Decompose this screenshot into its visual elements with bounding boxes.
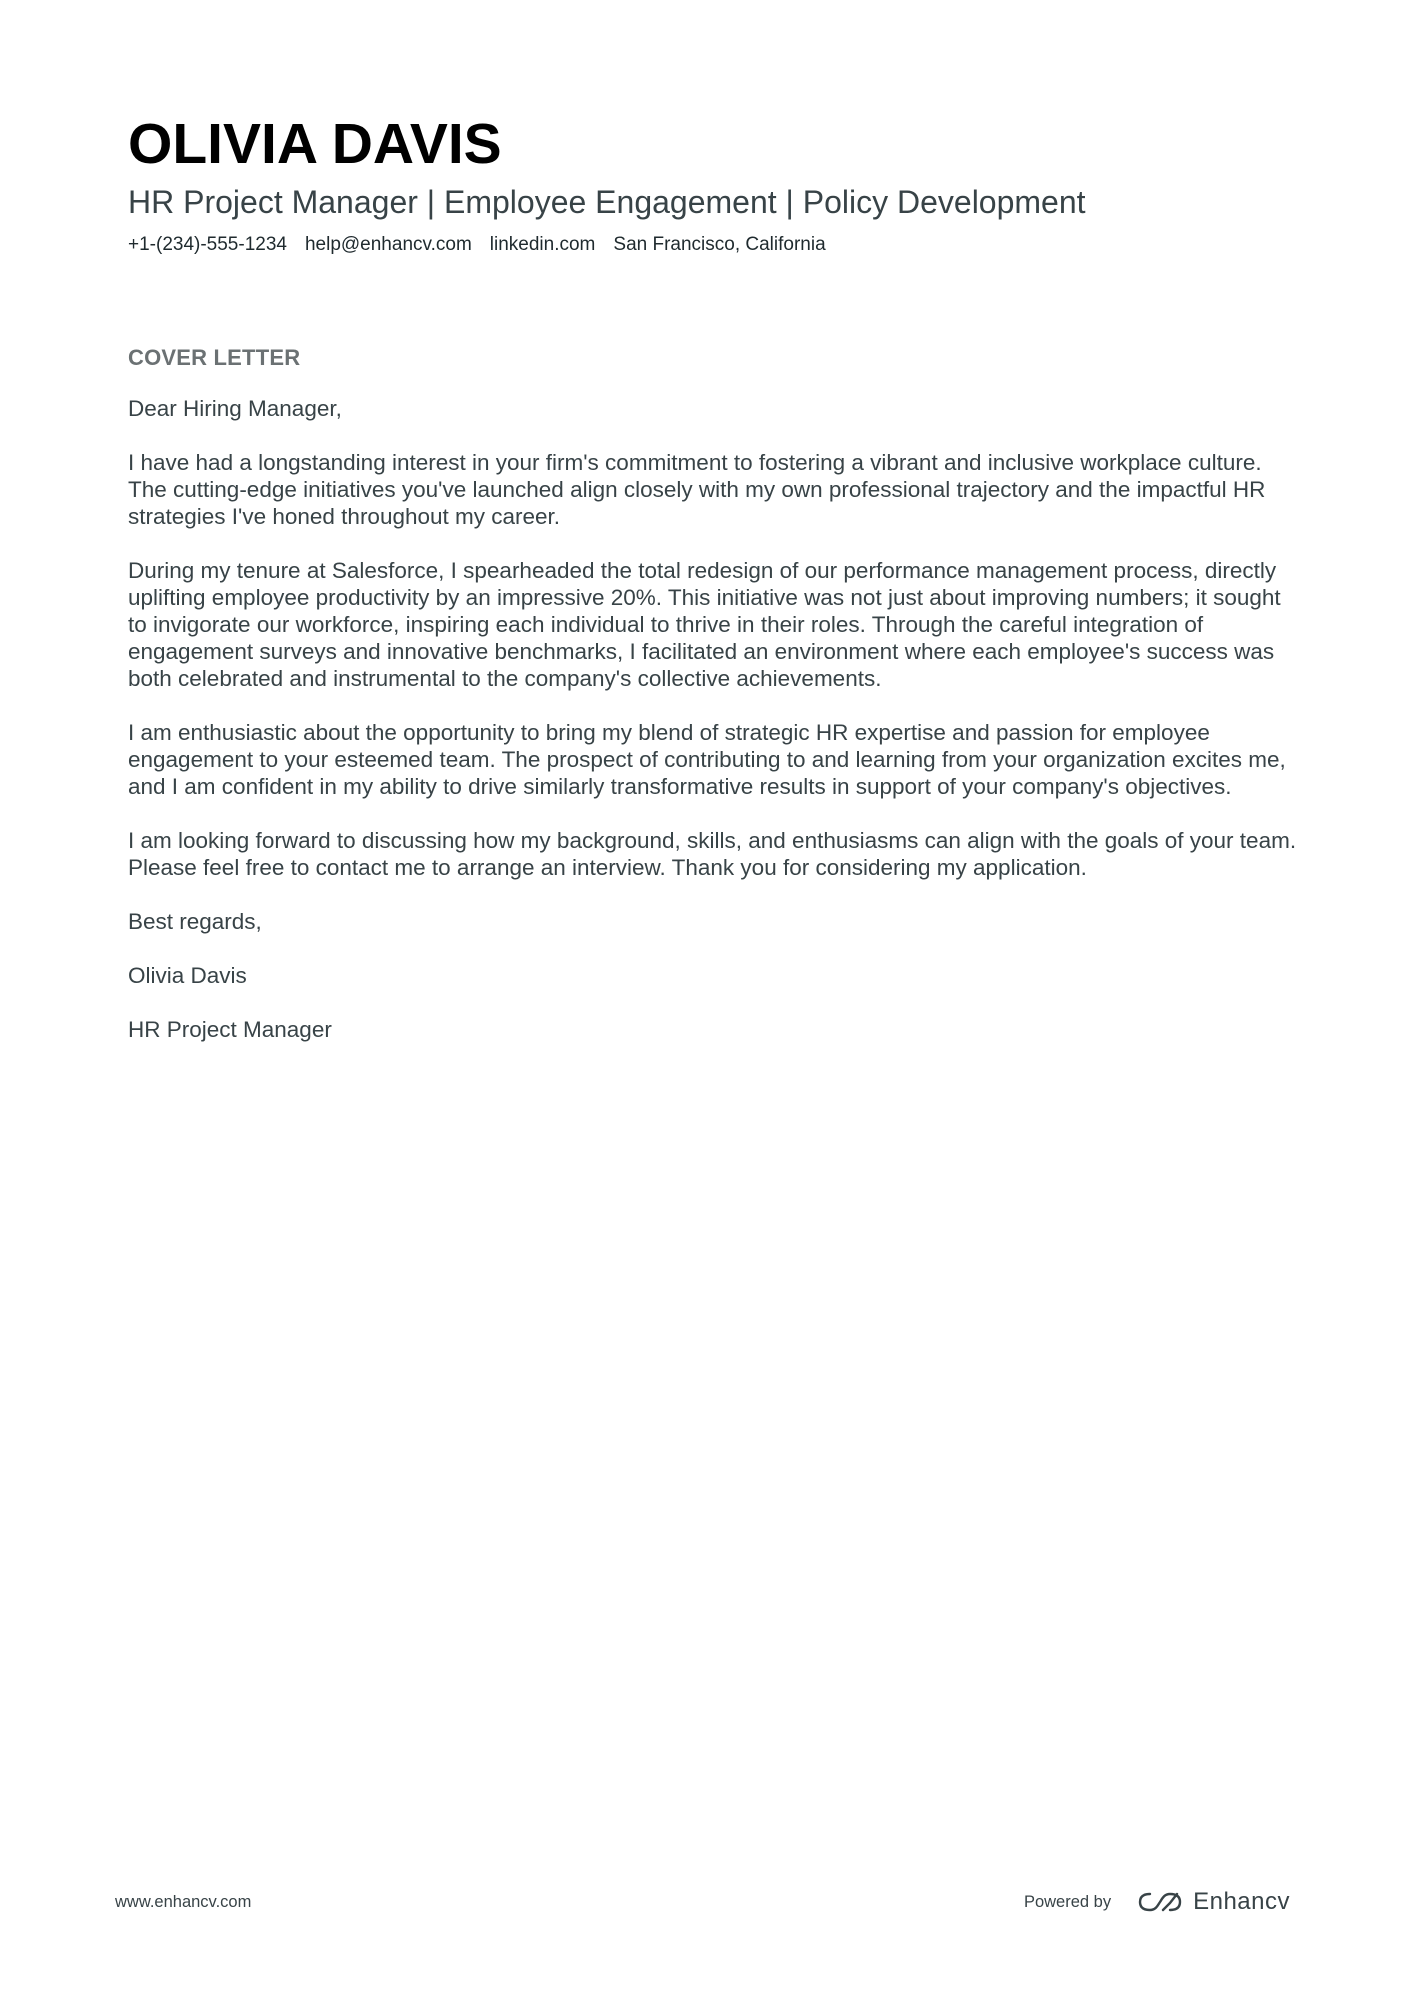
- letter-body: [128, 344, 1303, 1043]
- closing: Best regards,: [128, 909, 262, 934]
- letter-paragraph: I am enthusiastic about the opportunity to bring my blend of strategic HR expertise and passion for employee engagement to your esteemed team. The prospect of contributing to and learning from your organization excites me, and I am confident in my ability to drive similarly transformative results in support of your company's objectives.: [128, 720, 1286, 799]
- letter-paragraph: I have had a longstanding interest in your firm's commitment to fostering a vibrant and inclusive workplace culture. The cutting-edge initiatives you've launched align closely with my own professional trajectory and the impactful HR strategies I've honed throughout my career.: [128, 450, 1266, 529]
- resume-header: [128, 112, 1288, 257]
- contact-linkedin: linkedin.com: [489, 234, 596, 255]
- signature-name: Olivia Davis: [128, 963, 247, 988]
- footer-brand: [1024, 1888, 1290, 1916]
- brand-link[interactable]: [1137, 1888, 1290, 1916]
- candidate-headline: HR Project Manager | Employee Engagement | Policy Development: [128, 184, 1086, 220]
- page-footer: [115, 1888, 1290, 1918]
- contact-info: [128, 233, 1288, 257]
- letter-paragraph: I am looking forward to discussing how my background, skills, and enthusiasms can align with the goals of your team. Please feel free to contact me to arrange an interview. Thank you for considering my application.: [128, 828, 1297, 880]
- footer-url[interactable]: www.enhancv.com: [115, 1893, 252, 1911]
- candidate-name: OLIVIA DAVIS: [128, 112, 502, 176]
- signature-title: HR Project Manager: [128, 1017, 332, 1042]
- brand-name: Enhancv: [1193, 1888, 1290, 1915]
- contact-phone: +1-(234)-555-1234: [128, 234, 287, 255]
- salutation: Dear Hiring Manager,: [128, 396, 342, 421]
- section-title: COVER LETTER: [128, 345, 301, 370]
- letter-paragraph: During my tenure at Salesforce, I spearheaded the total redesign of our performance management process, directly uplifting employee productivity by an impressive 20%. This initiative was not just about improving numbers; it sought to invigorate our workforce, inspiring each individual to thrive in their roles. Through the careful integration of engagement surveys and innovative benchmarks, I facilitated an environment where each employee's success was both celebrated and instrumental to the company's collective achievements.: [128, 558, 1281, 691]
- contact-location: San Francisco, California: [613, 234, 826, 255]
- enhancv-logo-icon: [1137, 1890, 1183, 1914]
- contact-email: help@enhancv.com: [304, 234, 472, 255]
- powered-by-label: Powered by: [1023, 1893, 1112, 1911]
